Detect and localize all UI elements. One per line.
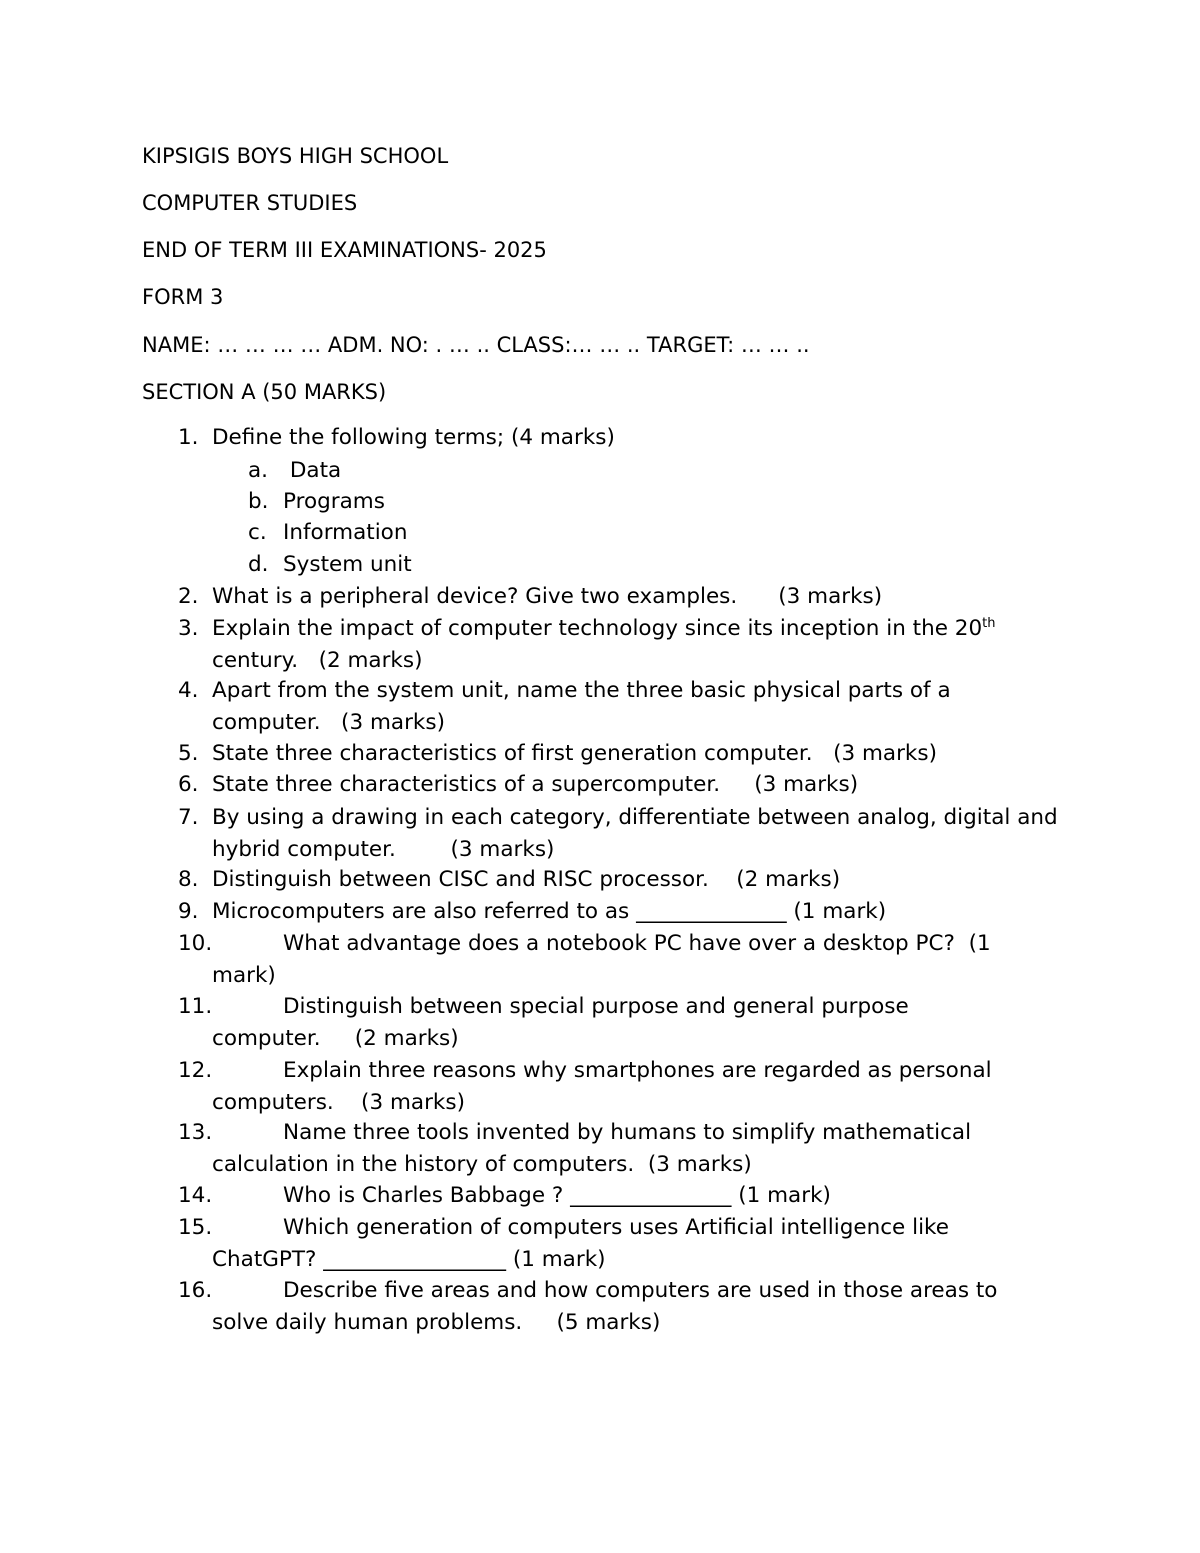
question-number: 13. xyxy=(178,1120,213,1145)
question-number: 1. xyxy=(178,425,199,450)
question-text-part: century. (2 marks) xyxy=(212,616,1003,673)
question-13 xyxy=(178,1117,1058,1180)
question-1-sub-c xyxy=(248,517,407,549)
question-9 xyxy=(178,896,1078,928)
question-text: Who is Charles Babbage ? _______________ (1 mark) xyxy=(283,1183,831,1208)
question-1 xyxy=(178,422,1078,454)
question-number: 4. xyxy=(178,678,199,703)
sub-text: Information xyxy=(283,520,408,545)
school-name: KIPSIGIS BOYS HIGH SCHOOL xyxy=(142,144,449,168)
question-text xyxy=(178,613,1058,676)
question-11 xyxy=(178,991,1018,1054)
question-number: 2. xyxy=(178,584,199,609)
question-14 xyxy=(178,1180,1078,1212)
question-text: Name three tools invented by humans to simplify mathematical calculation in the history of computers. (3 marks) xyxy=(212,1120,978,1177)
question-number: 8. xyxy=(178,867,199,892)
question-text: Distinguish between CISC and RISC processor. (2 marks) xyxy=(212,867,841,892)
question-text-part: Explain the impact of computer technology since its inception in the 20 xyxy=(212,616,983,641)
question-number: 5. xyxy=(178,741,199,766)
sub-text: Programs xyxy=(283,489,385,514)
question-text: What advantage does a notebook PC have over a desktop PC? (1 mark) xyxy=(212,931,998,988)
sub-letter: b. xyxy=(248,489,269,514)
sub-letter: a. xyxy=(248,458,269,483)
question-text: Apart from the system unit, name the three basic physical parts of a computer. (3 marks) xyxy=(212,678,958,735)
sub-text: System unit xyxy=(283,552,412,577)
sub-letter: c. xyxy=(248,520,267,545)
question-number: 7. xyxy=(178,805,199,830)
exam-title: END OF TERM III EXAMINATIONS- 2025 xyxy=(142,238,547,262)
question-text: State three characteristics of first generation computer. (3 marks) xyxy=(212,741,937,766)
question-1-sub-b xyxy=(248,486,385,518)
question-text: Distinguish between special purpose and general purpose computer. (2 marks) xyxy=(212,994,916,1051)
question-number: 14. xyxy=(178,1183,213,1208)
question-4 xyxy=(178,675,1058,738)
question-1-sub-d xyxy=(248,549,412,581)
student-details-line: NAME: … … … … ADM. NO: . … .. CLASS:… … .. TARGET: … … .. xyxy=(142,333,810,357)
question-text: Describe five areas and how computers are used in those areas to solve daily human problems. (5 marks) xyxy=(212,1278,1005,1335)
question-number: 3. xyxy=(178,616,199,641)
question-12 xyxy=(178,1055,1078,1118)
subject-title: COMPUTER STUDIES xyxy=(142,191,358,215)
question-text: Explain three reasons why smartphones are regarded as personal computers. (3 marks) xyxy=(212,1058,999,1115)
form-label: FORM 3 xyxy=(142,285,224,309)
sub-text: Data xyxy=(283,458,342,483)
question-6 xyxy=(178,769,1078,801)
section-title: SECTION A (50 MARKS) xyxy=(142,380,387,404)
question-number: 12. xyxy=(178,1058,213,1083)
question-3 xyxy=(178,613,1058,676)
question-1-sub-a xyxy=(248,455,341,487)
question-text: What is a peripheral device? Give two examples. (3 marks) xyxy=(212,584,883,609)
question-7 xyxy=(178,802,1065,865)
question-15 xyxy=(178,1212,1038,1275)
question-number: 9. xyxy=(178,899,199,924)
question-8 xyxy=(178,864,1078,896)
question-5 xyxy=(178,738,1078,770)
question-text: State three characteristics of a supercomputer. (3 marks) xyxy=(212,772,859,797)
question-number: 6. xyxy=(178,772,199,797)
question-text: Define the following terms; (4 marks) xyxy=(212,425,615,450)
question-2 xyxy=(178,581,1078,613)
question-text: By using a drawing in each category, differentiate between analog, digital and hybrid computer. (3 marks) xyxy=(212,805,1065,862)
sub-letter: d. xyxy=(248,552,269,577)
superscript: th xyxy=(982,616,996,631)
question-number: 15. xyxy=(178,1215,213,1240)
question-number: 16. xyxy=(178,1278,213,1303)
question-text: Microcomputers are also referred to as ______________ (1 mark) xyxy=(212,899,887,924)
question-number: 10. xyxy=(178,931,213,956)
question-text: Which generation of computers uses Artificial intelligence like ChatGPT? _________________ (1 mark) xyxy=(212,1215,956,1272)
question-number: 11. xyxy=(178,994,213,1019)
question-16 xyxy=(178,1275,1058,1338)
question-10 xyxy=(178,928,1028,991)
